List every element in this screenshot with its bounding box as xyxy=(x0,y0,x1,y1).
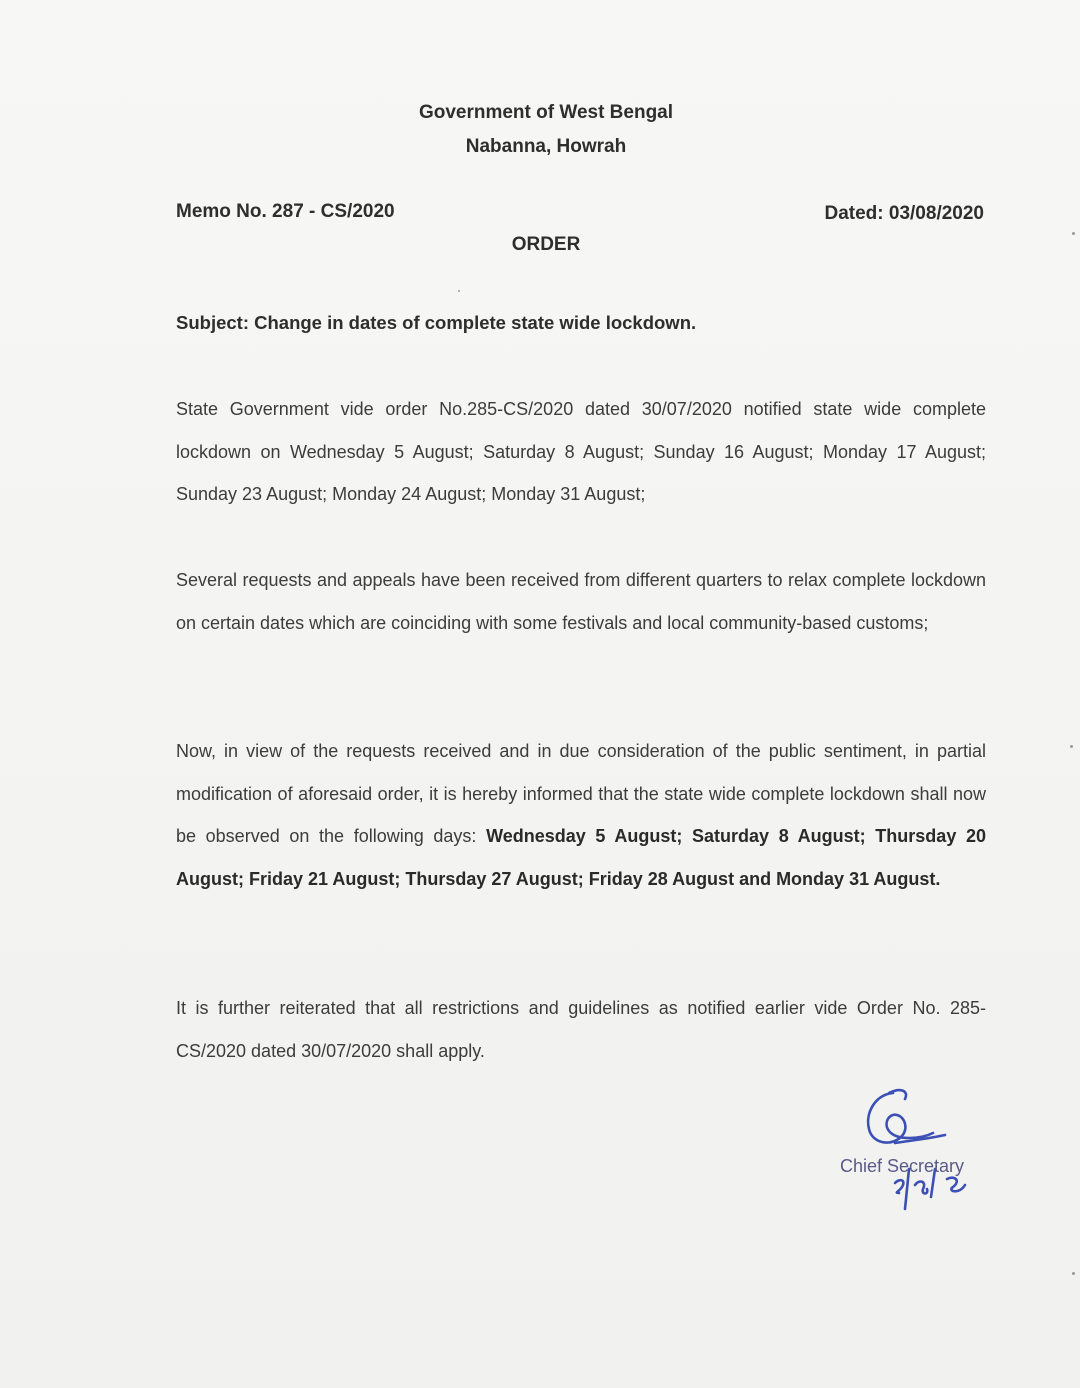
subject-line: Subject: Change in dates of complete state wide lockdown. xyxy=(176,312,697,333)
handwritten-signature xyxy=(835,1085,995,1215)
paragraph-modification-text: Now, in view of the requests received and in due consideration of the public sentiment, in partial modification of aforesaid order, it is hereby informed that the state wide complete lockdown shall now be observed on the following days: xyxy=(176,741,986,846)
scan-speck xyxy=(1072,232,1075,235)
memo-number: Memo No. 287 - CS/2020 xyxy=(176,201,395,222)
signatory-title: Chief Secretary xyxy=(840,1156,965,1176)
header-government: Government of West Bengal xyxy=(418,102,674,123)
scan-speck xyxy=(1070,745,1073,748)
paragraph-previous-order: State Government vide order No.285-CS/2020 dated 30/07/2020 notified state wide complete lockdown on Wednesday 5 August; Saturday 8 August; Sunday 16 August; Monday 17 August; Sunday 23 August; Monday 24 August; Monday 31 August; xyxy=(176,399,986,504)
scan-speck xyxy=(1072,1272,1075,1275)
paragraph-modification xyxy=(176,730,986,900)
header-location: Nabanna, Howrah xyxy=(465,136,627,157)
lockdown-days-list: Wednesday 5 August; Saturday 8 August; Thursday 20 August; Friday 21 August; Thursday 27 August; Friday 28 August and Monday 31 August. xyxy=(176,826,986,889)
paragraph-requests: Several requests and appeals have been received from different quarters to relax complete lockdown on certain dates which are coinciding with some festivals and local community-based customs; xyxy=(176,570,986,633)
scan-speck xyxy=(458,290,460,292)
order-title: ORDER xyxy=(511,234,581,255)
memo-date: Dated: 03/08/2020 xyxy=(824,203,984,224)
paragraph-reiteration: It is further reiterated that all restrictions and guidelines as notified earlier vide Order No. 285-CS/2020 dated 30/07/2020 shall apply. xyxy=(176,998,986,1061)
